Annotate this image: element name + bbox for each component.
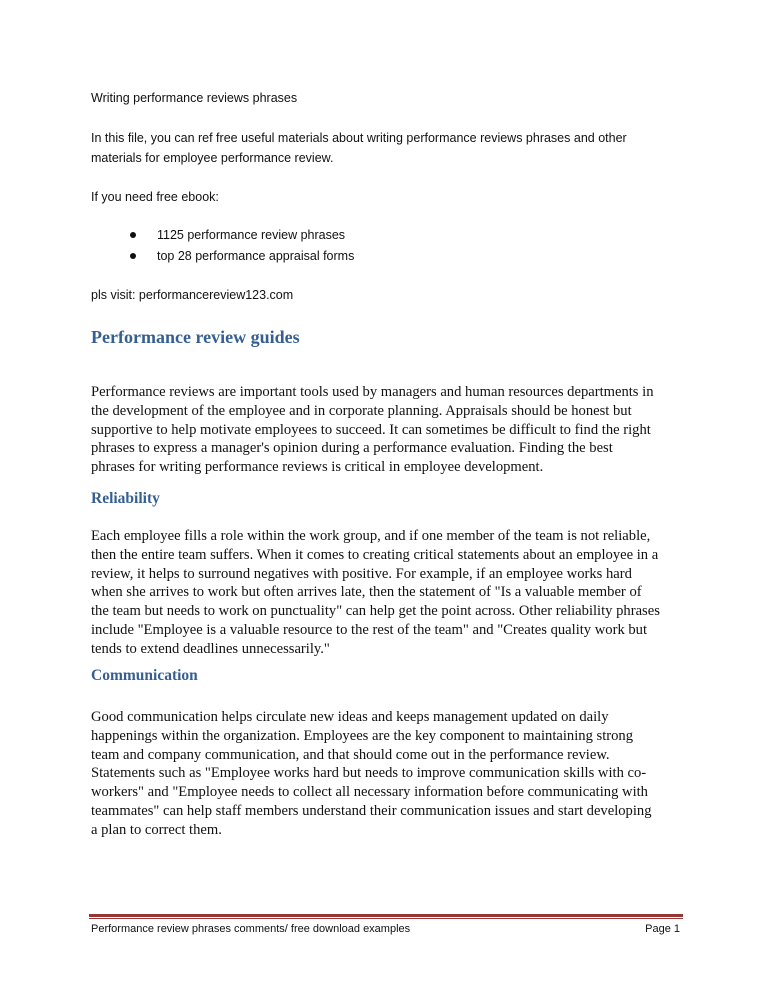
list-item-text: 1125 performance review phrases bbox=[157, 228, 346, 242]
list-item bbox=[127, 246, 354, 267]
text-line: Good communication helps circulate new ideas and keeps management updated on daily bbox=[91, 709, 609, 725]
text-line: the team but needs to work on punctuality" can help get the point across. Other reliability phrases bbox=[91, 603, 660, 620]
intro-title: Writing performance reviews phrases bbox=[91, 91, 298, 105]
heading-reliability: Reliability bbox=[91, 490, 160, 507]
text-line: Each employee fills a role within the work group, and if one member of the team is not reliable, bbox=[91, 528, 651, 544]
communication-paragraph bbox=[91, 708, 681, 840]
text-line: phrases to express a manager's opinion during a performance evaluation. Finding the best bbox=[91, 440, 613, 457]
bullet-icon bbox=[130, 253, 136, 259]
heading-performance-review-guides: Performance review guides bbox=[91, 327, 300, 347]
ebook-list bbox=[127, 225, 354, 267]
ebook-prompt: If you need free ebook: bbox=[91, 190, 219, 204]
text-line: Performance reviews are important tools used by managers and human resources departments in bbox=[91, 384, 654, 400]
reliability-paragraph bbox=[91, 527, 681, 659]
text-line: tends to extend deadlines unnecessarily." bbox=[91, 640, 330, 657]
page-number: Page 1 bbox=[645, 923, 680, 935]
text-line: include "Employee is a valuable resource to the rest of the team" and "Creates quality work but bbox=[91, 621, 648, 638]
heading-communication: Communication bbox=[91, 667, 198, 684]
text-line: workers" and "Employee needs to collect all necessary information before communicating with bbox=[91, 784, 648, 801]
bullet-icon bbox=[130, 232, 136, 238]
text-line: happenings within the organization. Employees are the key component to maintaining strong bbox=[91, 727, 634, 744]
text-line: supportive to help motivate employees to succeed. It can sometimes be difficult to find the right bbox=[91, 421, 651, 438]
intro-line-2: materials for employee performance review. bbox=[91, 151, 334, 165]
list-item-text: top 28 performance appraisal forms bbox=[157, 249, 355, 263]
guides-paragraph bbox=[91, 383, 681, 477]
text-line: teammates" can help staff members understand their communication issues and start developing bbox=[91, 802, 652, 819]
footer-divider-thin bbox=[89, 918, 683, 919]
text-line: Statements such as "Employee works hard but needs to improve communication skills with co- bbox=[91, 765, 647, 782]
footer-title: Performance review phrases comments/ free download examples bbox=[91, 923, 411, 935]
visit-link[interactable]: pls visit: performancereview123.com bbox=[91, 288, 294, 302]
text-line: a plan to correct them. bbox=[91, 821, 222, 838]
text-line: the development of the employee and in corporate planning. Appraisals should be honest but bbox=[91, 402, 632, 419]
text-line: then the entire team suffers. When it comes to creating critical statements about an employee in a bbox=[91, 546, 659, 563]
intro-line-1: In this file, you can ref free useful materials about writing performance reviews phrases and other bbox=[91, 131, 627, 145]
list-item bbox=[127, 225, 354, 246]
text-line: phrases for writing performance reviews is critical in employee development. bbox=[91, 459, 544, 476]
footer-divider-thick bbox=[89, 914, 683, 917]
text-line: team and company communication, and that should come out in the performance review. bbox=[91, 746, 610, 763]
text-line: review, it helps to surround negatives with positive. For example, if an employee works hard bbox=[91, 565, 632, 582]
text-line: when she arrives to work but often arrives late, then the statement of "Is a valuable member of bbox=[91, 584, 642, 601]
